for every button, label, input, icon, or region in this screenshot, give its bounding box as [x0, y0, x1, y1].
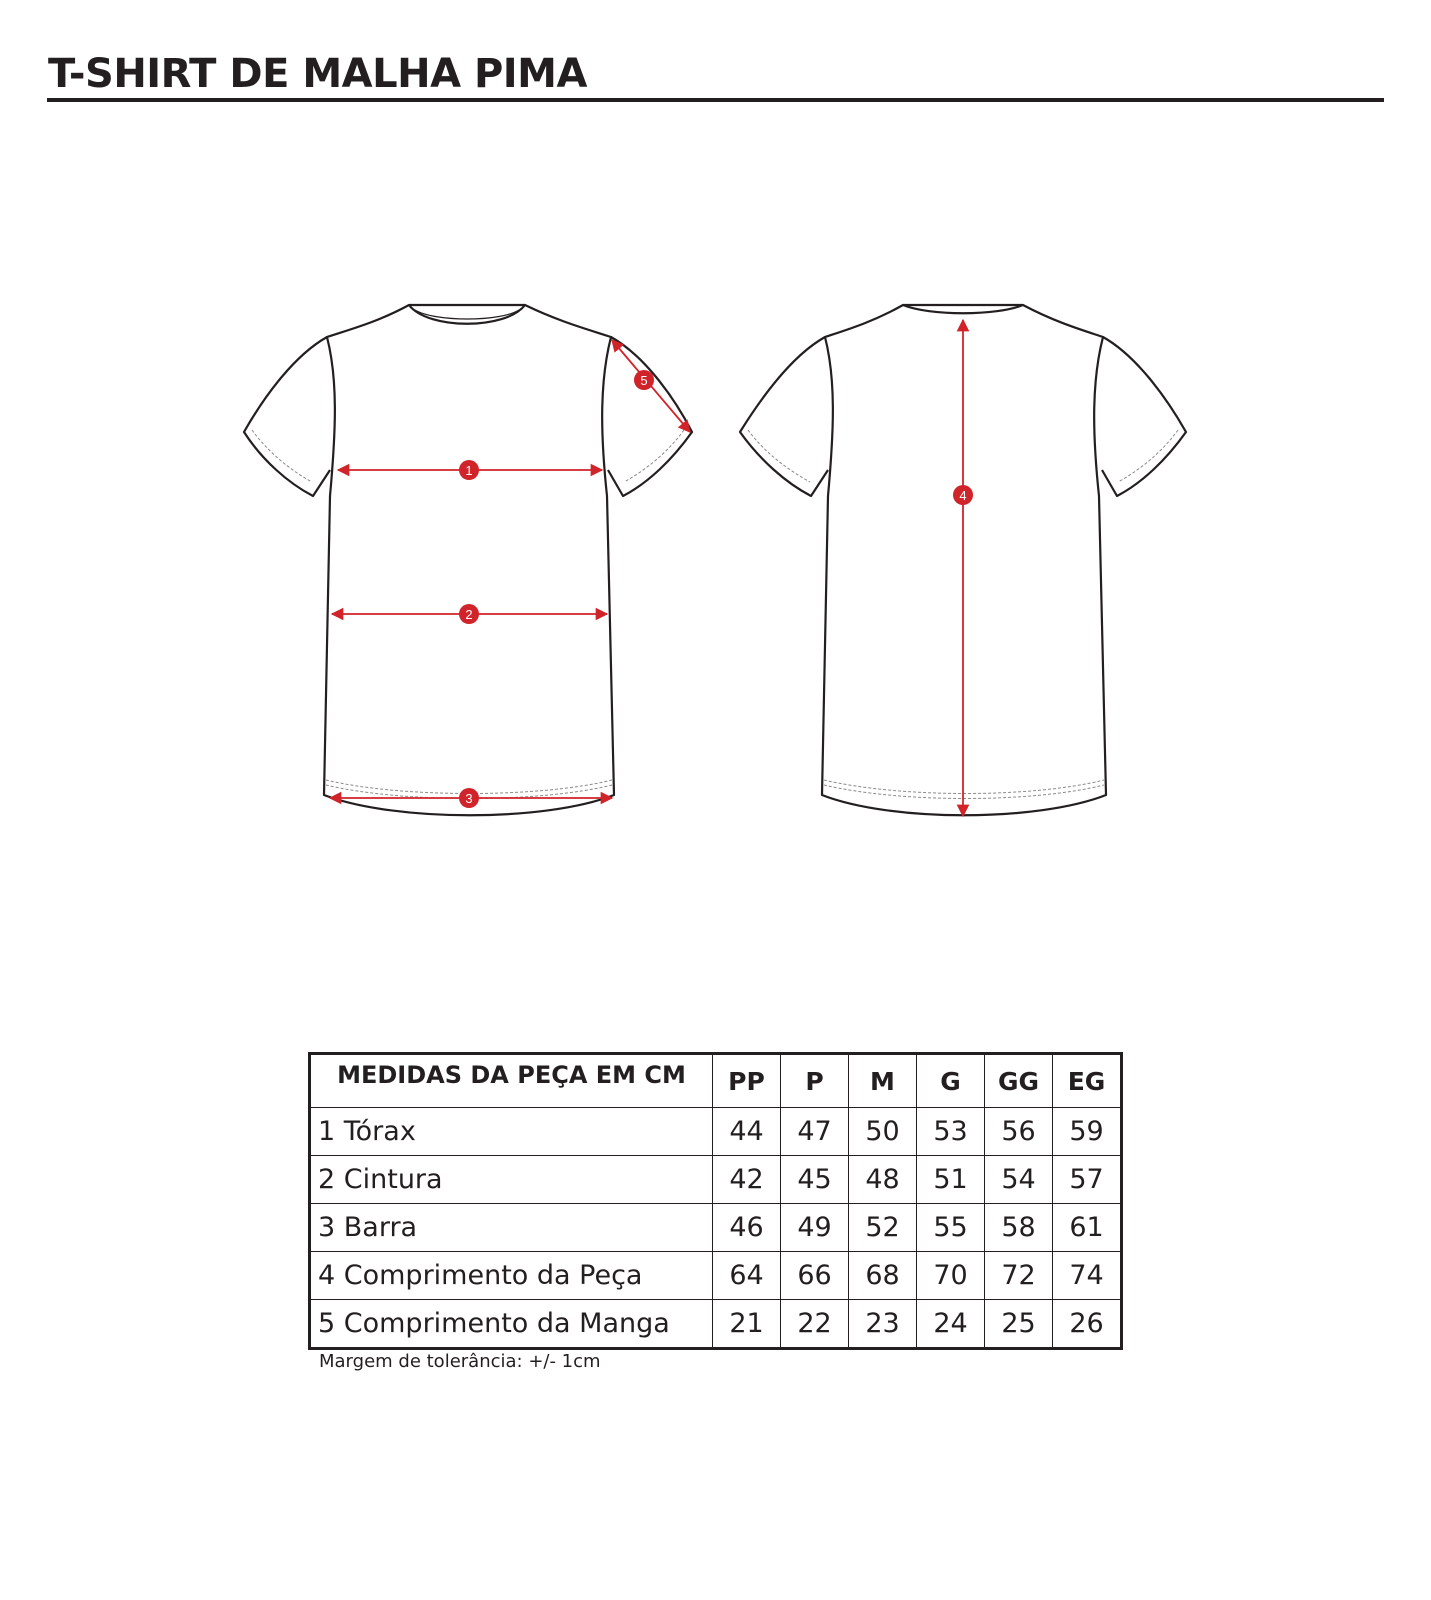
table-header-label: MEDIDAS DA PEÇA EM CM: [310, 1054, 713, 1108]
svg-text:3: 3: [465, 791, 473, 806]
front-body-outline: [324, 305, 614, 815]
table-cell: 51: [917, 1156, 985, 1204]
table-row: [310, 1300, 1122, 1349]
tshirt-front: [244, 305, 692, 815]
marker-5: [634, 370, 654, 390]
table-cell: 26: [1053, 1300, 1122, 1349]
front-right-sleeve: [608, 337, 692, 496]
table-cell: 23: [849, 1300, 917, 1349]
table-cell: 70: [917, 1252, 985, 1300]
table-cell: 59: [1053, 1108, 1122, 1156]
back-body-outline: [822, 305, 1106, 815]
table-cell: 50: [849, 1108, 917, 1156]
table-cell: 48: [849, 1156, 917, 1204]
table-cell: 46: [713, 1204, 781, 1252]
size-header: EG: [1053, 1054, 1122, 1108]
tolerance-note: Margem de tolerância: +/- 1cm: [319, 1351, 601, 1372]
table-cell: 44: [713, 1108, 781, 1156]
table-cell: 55: [917, 1204, 985, 1252]
size-header: M: [849, 1054, 917, 1108]
marker-3: [459, 788, 479, 808]
table-cell: 56: [985, 1108, 1053, 1156]
row-label: 1 Tórax: [310, 1108, 713, 1156]
row-label: 3 Barra: [310, 1204, 713, 1252]
table-row: [310, 1204, 1122, 1252]
table-cell: 53: [917, 1108, 985, 1156]
table-row: [310, 1108, 1122, 1156]
table-cell: 54: [985, 1156, 1053, 1204]
size-table: [308, 1052, 1123, 1350]
table-cell: 42: [713, 1156, 781, 1204]
table-cell: 49: [781, 1204, 849, 1252]
table-cell: 22: [781, 1300, 849, 1349]
size-header: G: [917, 1054, 985, 1108]
marker-2: [459, 604, 479, 624]
page-title: T-SHIRT DE MALHA PIMA: [48, 51, 587, 97]
size-header: GG: [985, 1054, 1053, 1108]
table-cell: 47: [781, 1108, 849, 1156]
table-cell: 66: [781, 1252, 849, 1300]
back-right-sleeve: [1102, 337, 1186, 496]
table-cell: 24: [917, 1300, 985, 1349]
table-cell: 74: [1053, 1252, 1122, 1300]
marker-4: [953, 485, 973, 505]
table-cell: 58: [985, 1204, 1053, 1252]
size-header: P: [781, 1054, 849, 1108]
svg-text:5: 5: [640, 373, 648, 388]
measurement-arrows: [330, 320, 963, 816]
front-left-sleeve: [244, 337, 330, 496]
table-header-row: [310, 1054, 1122, 1108]
row-label: 4 Comprimento da Peça: [310, 1252, 713, 1300]
table-cell: 61: [1053, 1204, 1122, 1252]
table-cell: 57: [1053, 1156, 1122, 1204]
table-row: [310, 1252, 1122, 1300]
table-row: [310, 1156, 1122, 1204]
svg-text:4: 4: [959, 488, 967, 503]
table-cell: 72: [985, 1252, 1053, 1300]
size-header: PP: [713, 1054, 781, 1108]
table-cell: 45: [781, 1156, 849, 1204]
back-hem-stitch: [824, 780, 1104, 794]
row-label: 2 Cintura: [310, 1156, 713, 1204]
marker-1: [459, 460, 479, 480]
table-cell: 21: [713, 1300, 781, 1349]
table-cell: 64: [713, 1252, 781, 1300]
back-left-sleeve: [740, 337, 828, 496]
table-cell: 68: [849, 1252, 917, 1300]
table-cell: 52: [849, 1204, 917, 1252]
svg-text:2: 2: [465, 607, 473, 622]
svg-text:1: 1: [465, 463, 473, 478]
back-collar: [903, 305, 1023, 313]
row-label: 5 Comprimento da Manga: [310, 1300, 713, 1349]
table-cell: 25: [985, 1300, 1053, 1349]
